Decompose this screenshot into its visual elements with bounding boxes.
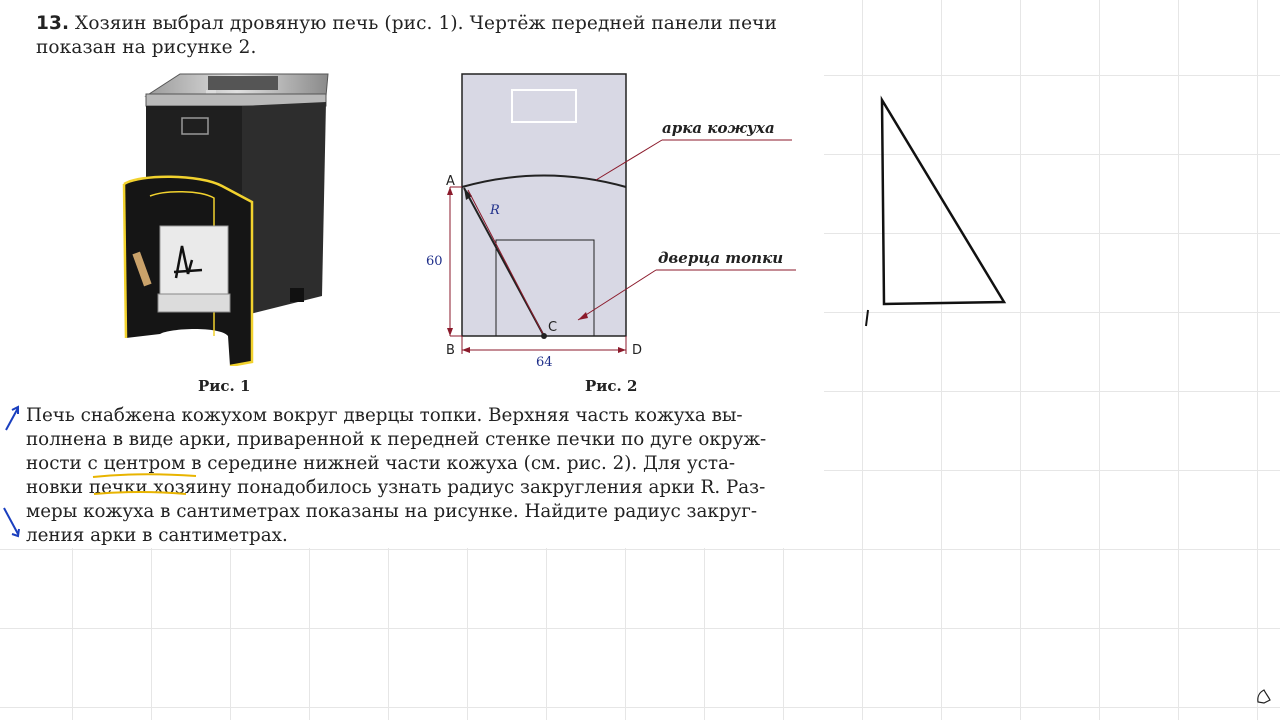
width-dimension: 64 [536,355,553,370]
fig1-caption: Рис. 1 [198,377,251,395]
label-arch: арка кожуха [662,119,775,137]
triangle-sketch [882,100,1004,304]
radius-label: R [490,203,500,218]
point-a: A [446,174,455,189]
body-line-4: новки печки хозяину понадобилось узнать радиус закругления арки R. Раз- [26,477,766,498]
body-line-3: ности с центром в середине нижней части кожуха (см. рис. 2). Для уста- [26,453,736,474]
fig2-caption: Рис. 2 [585,377,638,395]
label-door: дверца топки [658,249,784,267]
problem-number: 13. [36,13,70,34]
point-d: D [632,343,643,358]
body-line-6: ления арки в сантиметрах. [26,525,288,546]
point-c: C [548,320,558,335]
body-line-1: Печь снабжена кожухом вокруг дверцы топки. Верхняя часть кожуха вы- [26,405,743,426]
body-line-2: полнена в виде арки, приваренной к передней стенке печки по дуге окруж- [26,429,767,450]
title-line-1: Хозяин выбрал дровяную печь (рис. 1). Чертёж передней панели печи [69,13,777,34]
body-line-5: меры кожуха в сантиметрах показаны на рисунке. Найдите радиус закруг- [26,501,758,522]
title-line-2: показан на рисунке 2. [36,37,257,58]
height-dimension: 60 [426,254,443,269]
point-b: B [446,343,455,358]
pen-cursor-icon [1254,686,1274,706]
